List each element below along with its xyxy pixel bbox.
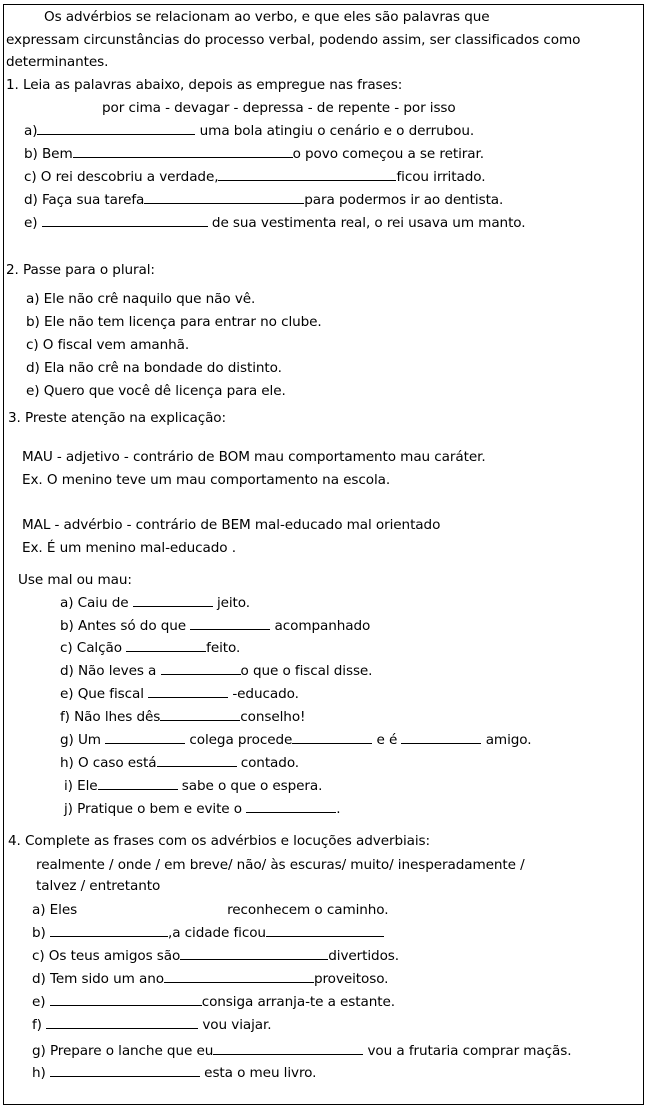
q4-g-blank[interactable] [213,1042,363,1055]
q3-i-blank[interactable] [98,777,178,790]
q3-mal-example: Ex. É um menino mal-educado . [22,540,236,556]
q4-b-blank-1[interactable] [50,924,168,937]
q2-title: 2. Passe para o plural: [6,262,155,278]
q3-item-c: c) Calção feito. [60,640,241,656]
q3-item-f: f) Não lhes dês conselho! [60,709,306,725]
q4-d-blank[interactable] [164,970,314,983]
q1-a-blank[interactable] [37,122,195,135]
q3-d-blank[interactable] [161,662,241,675]
q4-item-c: c) Os teus amigos são divertidos. [32,948,400,964]
q4-word-bank-2: talvez / entretanto [36,878,161,894]
q1-e-blank[interactable] [42,214,208,227]
q3-h-blank[interactable] [157,754,237,767]
q3-mau-definition: MAU - adjetivo - contrário de BOM mau comportamento mau caráter. [22,449,486,465]
q3-item-h: h) O caso está contado. [60,755,300,771]
q4-word-bank-1: realmente / onde / em breve/ não/ às escuras/ muito/ inesperadamente / [36,857,525,873]
q3-item-i: i) Ele sabe o que o espera. [64,778,323,794]
intro-line-2: expressam circunstâncias do processo verbal, podendo assim, ser classificados como [6,32,581,48]
q3-g-blank-1[interactable] [105,731,185,744]
q1-title: 1. Leia as palavras abaixo, depois as empregue nas frases: [6,77,403,93]
intro-line-3: determinantes. [6,54,109,70]
q3-e-blank[interactable] [148,685,228,698]
q4-c-blank[interactable] [180,947,328,960]
q1-b-blank[interactable] [73,145,293,158]
q4-title: 4. Complete as frases com os advérbios e locuções adverbiais: [8,833,431,849]
q3-mau-example: Ex. O menino teve um mau comportamento na escola. [22,472,391,488]
q4-h-blank[interactable] [50,1064,200,1077]
q2-item-e: e) Quero que você dê licença para ele. [26,383,286,399]
q4-item-e: e) consiga arranja-te a estante. [32,994,395,1010]
q3-item-d: d) Não leves a o que o fiscal disse. [60,663,373,679]
q4-item-h: h) esta o meu livro. [32,1065,317,1081]
q2-item-a: a) Ele não crê naquilo que não vê. [26,291,256,307]
q3-mal-definition: MAL - advérbio - contrário de BEM mal-educado mal orientado [22,517,441,533]
q3-item-b: b) Antes só do que acompanhado [60,618,371,634]
q3-use-instruction: Use mal ou mau: [18,572,132,588]
q1-item-c: c) O rei descobriu a verdade, ficou irritado. [24,169,486,185]
q1-item-b: b) Bem o povo começou a se retirar. [24,146,484,162]
q4-e-blank[interactable] [50,993,202,1006]
q4-item-b: b) ,a cidade ficou [32,924,384,942]
intro-line-1: Os advérbios se relacionam ao verbo, e que eles são palavras que [44,9,490,25]
q3-item-g: g) Um colega procede e é amigo. [60,732,532,748]
q3-g-blank-2[interactable] [292,731,372,744]
q1-item-a: a) uma bola atingiu o cenário e o derrubou. [24,123,475,139]
q1-item-d: d) Faça sua tarefa para podermos ir ao dentista. [24,192,504,208]
q3-c-blank[interactable] [126,639,206,652]
q3-j-blank[interactable] [246,800,336,813]
q3-b-blank[interactable] [190,617,270,630]
q4-b-blank-2[interactable] [266,924,384,937]
q3-g-blank-3[interactable] [401,731,481,744]
q1-item-e: e) de sua vestimenta real, o rei usava um manto. [24,215,526,231]
q2-item-d: d) Ela não crê na bondade do distinto. [26,360,282,376]
q1-c-blank[interactable] [218,168,396,181]
q3-f-blank[interactable] [160,708,240,721]
q3-item-j: j) Pratique o bem e evite o . [64,801,341,817]
q2-item-c: c) O fiscal vem amanhã. [26,337,190,353]
q3-title: 3. Preste atenção na explicação: [8,410,227,426]
q2-item-b: b) Ele não tem licença para entrar no clube. [26,314,322,330]
q3-item-a: a) Caiu de jeito. [60,595,250,611]
q4-item-d: d) Tem sido um ano proveitoso. [32,971,389,987]
q1-word-bank: por cima - devagar - depressa - de repente - por isso [102,100,456,116]
q4-item-f: f) vou viajar. [32,1017,272,1033]
q3-item-e: e) Que fiscal -educado. [60,686,299,702]
q3-a-blank[interactable] [133,594,213,607]
q1-d-blank[interactable] [144,191,304,204]
q4-item-a: a) Eles reconhecem o caminho. [32,902,389,918]
q4-f-blank[interactable] [46,1016,198,1029]
q4-item-g: g) Prepare o lanche que eu vou a frutaria comprar maçãs. [32,1043,572,1059]
